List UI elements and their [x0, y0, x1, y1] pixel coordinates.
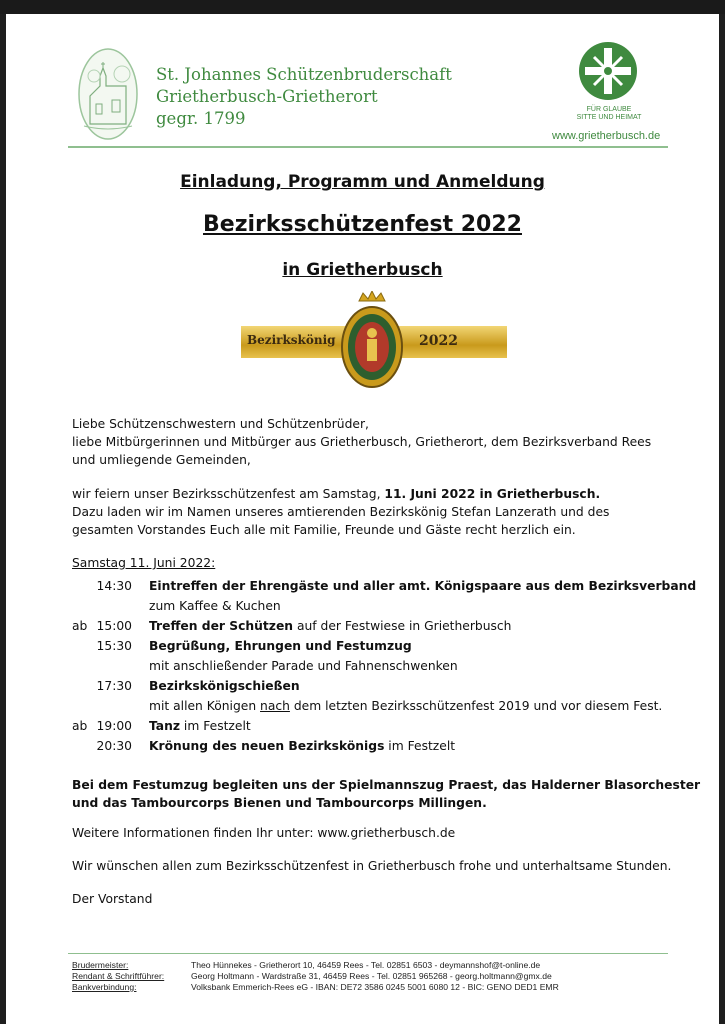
intro-line3: und umliegende Gemeinden, — [72, 453, 251, 467]
schedule-title: Bezirkskönigschießen — [149, 679, 300, 693]
bezirkskoenig-badge — [241, 291, 507, 391]
club-name — [156, 64, 452, 130]
music-line1: Bei dem Festumzug begleiten uns der Spielmannszug Praest, das Halderner Blasorchester — [72, 778, 701, 792]
intro — [72, 415, 651, 469]
schedule-time: 19:00 — [96, 719, 132, 733]
schedule-item — [72, 617, 712, 637]
signature: Der Vorstand — [72, 892, 153, 906]
music-note — [72, 776, 700, 812]
footer-label: Bankverbindung: — [72, 982, 137, 992]
schedule-time: 20:30 — [96, 739, 132, 753]
schedule-sub: zum Kaffee & Kuchen — [149, 599, 281, 613]
para-date-location: 11. Juni 2022 in Grietherbusch. — [384, 487, 601, 501]
footer-value: Theo Hünnekes - Grietherort 10, 46459 Rees - Tel. 02851 6503 - deymannshof@t-online.de — [191, 960, 541, 970]
club-line1: St. Johannes Schützenbruderschaft — [156, 65, 452, 84]
main-paragraph — [72, 485, 609, 539]
schedule-item — [72, 717, 712, 737]
badge-left-text: Bezirkskönig — [247, 333, 336, 347]
schedule-time: 15:00 — [96, 619, 132, 633]
schedule-title: Treffen der Schützen — [149, 619, 294, 633]
schedule-item — [72, 637, 712, 657]
wish-text: Wir wünschen allen zum Bezirksschützenfest in Grietherbusch frohe und unterhaltsame Stunden. — [72, 859, 672, 873]
intro-line1: Liebe Schützenschwestern und Schützenbrüder, — [72, 417, 369, 431]
schedule-item — [72, 737, 712, 757]
top-bar — [0, 0, 725, 14]
header-website: www.grietherbusch.de — [552, 130, 661, 142]
title-location: in Grietherbusch — [282, 260, 443, 280]
footer-row — [72, 960, 672, 971]
schedule-heading: Samstag 11. Juni 2022: — [72, 556, 216, 570]
schedule-rest: auf der Festwiese in Grietherbusch — [293, 619, 512, 633]
title-invitation: Einladung, Programm und Anmeldung — [180, 172, 545, 192]
para-line2: Dazu laden wir im Namen unseres amtierenden Bezirkskönig Stefan Lanzerath und des — [72, 505, 610, 519]
motto-line1: FÜR GLAUBE — [586, 106, 632, 113]
schedule-item — [72, 677, 712, 697]
schedule — [72, 577, 712, 757]
schedule-sub: mit allen Königen — [149, 699, 261, 713]
schedule-title: Begrüßung, Ehrungen und Festumzug — [149, 639, 412, 653]
schedule-rest: im Festzelt — [384, 739, 456, 753]
schedule-item — [72, 577, 712, 597]
footer-value: Georg Holtmann - Wardstraße 31, 46459 Rees - Tel. 02851 965268 - georg.holtmann@gmx.de — [191, 971, 552, 981]
schedule-time: 14:30 — [96, 579, 132, 593]
cross-emblem-icon — [577, 40, 639, 102]
motto — [572, 106, 646, 122]
church-logo — [76, 46, 140, 142]
footer — [72, 960, 672, 993]
club-line3: gegr. 1799 — [156, 109, 246, 128]
header-divider — [68, 146, 668, 148]
badge-right-text: 2022 — [419, 333, 458, 349]
schedule-title: Eintreffen der Ehrengäste und aller amt. Königspaare aus dem Bezirksverband — [149, 579, 697, 593]
footer-label: Rendant & Schriftführer: — [72, 971, 165, 981]
schedule-rest: im Festzelt — [180, 719, 251, 733]
schedule-sub-end: dem letzten Bezirksschützenfest 2019 und vor diesem Fest. — [289, 699, 663, 713]
footer-label: Brudermeister: — [72, 960, 129, 970]
club-line2: Grietherbusch-Grietherort — [156, 87, 378, 106]
document-page — [6, 14, 719, 1024]
schedule-time: 15:30 — [96, 639, 132, 653]
footer-row — [72, 982, 672, 993]
schedule-title: Krönung des neuen Bezirkskönigs — [149, 739, 385, 753]
king-medal-icon — [337, 291, 407, 391]
intro-line2: liebe Mitbürgerinnen und Mitbürger aus Grietherbusch, Grietherort, dem Bezirksverband Rees — [72, 435, 652, 449]
schedule-title: Tanz — [149, 719, 181, 733]
title-event: Bezirksschützenfest 2022 — [203, 212, 522, 237]
schedule-sub: mit anschließender Parade und Fahnenschwenken — [149, 659, 458, 673]
motto-line2: SITTE UND HEIMAT — [576, 114, 642, 121]
schedule-sub-underline: nach — [260, 699, 290, 713]
footer-divider — [68, 953, 668, 954]
schedule-prefix: ab — [72, 719, 88, 733]
para-line1-text: wir feiern unser Bezirksschützenfest am Samstag, — [72, 487, 385, 501]
schedule-prefix: ab — [72, 619, 88, 633]
footer-row — [72, 971, 672, 982]
info-text: Weitere Informationen finden Ihr unter: www.grietherbusch.de — [72, 826, 456, 840]
para-line3: gesamten Vorstandes Euch alle mit Familie, Freunde und Gäste recht herzlich ein. — [72, 523, 576, 537]
schedule-time: 17:30 — [96, 679, 132, 693]
footer-value: Volksbank Emmerich-Rees eG - IBAN: DE72 3586 0245 5001 6080 12 - BIC: GENO DED1 EMR — [191, 982, 559, 992]
music-line2: und das Tambourcorps Bienen und Tambourcorps Millingen. — [72, 796, 487, 810]
